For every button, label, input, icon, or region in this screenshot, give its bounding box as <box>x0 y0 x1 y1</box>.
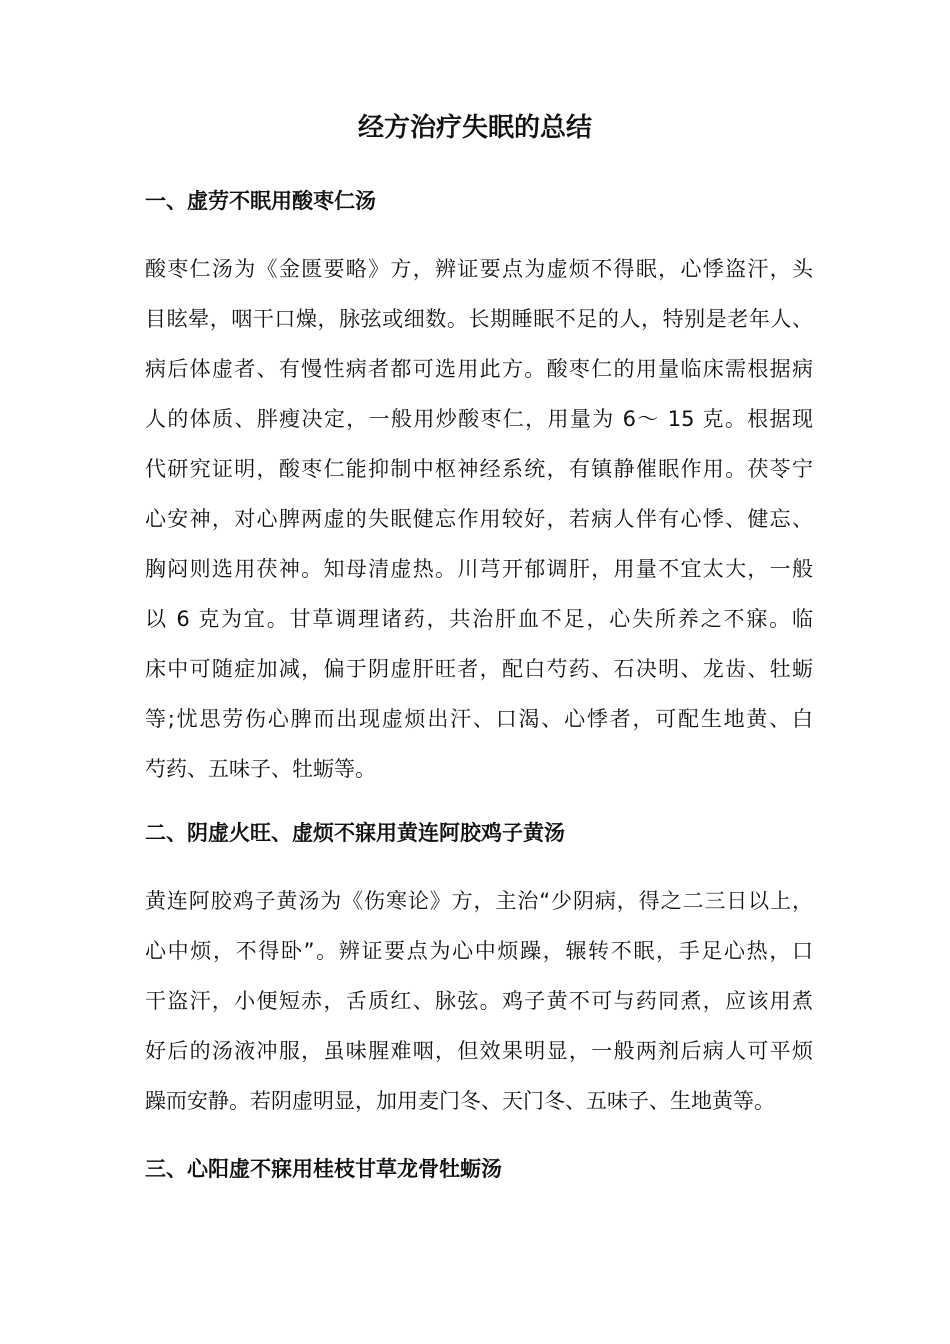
section-heading-2: 二、阴虚火旺、虚烦不寐用黄连阿胶鸡子黄汤 <box>145 821 565 845</box>
paragraph-line: 目眩晕，咽干口燥，脉弦或细数。长期睡眠不足的人，特别是老年人、 <box>145 307 813 331</box>
paragraph-line: 代研究证明，酸枣仁能抑制中枢神经系统，有镇静催眠作用。茯苓宁 <box>145 457 813 481</box>
page-title: 经方治疗失眠的总结 <box>357 113 592 143</box>
paragraph-line: 胸闷则选用茯神。知母清虚热。川芎开郁调肝，用量不宜太大，一般 <box>145 557 813 581</box>
paragraph-line: 病后体虚者、有慢性病者都可选用此方。酸枣仁的用量临床需根据病 <box>145 357 813 381</box>
paragraph-line: 床中可随症加减，偏于阴虚肝旺者，配白芍药、石决明、龙齿、牡蛎 <box>145 657 813 681</box>
paragraph-line: 好后的汤液冲服，虽味腥难咽，但效果明显，一般两剂后病人可平烦 <box>145 1039 813 1063</box>
paragraph-line: 心安神，对心脾两虚的失眠健忘作用较好，若病人伴有心悸、健忘、 <box>145 507 813 531</box>
paragraph-line: 芍药、五味子、牡蛎等。 <box>145 757 376 781</box>
paragraph-line: 人的体质、胖瘦决定，一般用炒酸枣仁，用量为 6～ 15 克。根据现 <box>145 407 813 431</box>
section-heading-3: 三、心阳虚不寐用桂枝甘草龙骨牡蛎汤 <box>145 1157 502 1181</box>
paragraph-line: 酸枣仁汤为《金匮要略》方，辨证要点为虚烦不得眠，心悸盗汗，头 <box>145 257 813 281</box>
section-heading-1: 一、虚劳不眠用酸枣仁汤 <box>145 189 376 213</box>
paragraph-line: 黄连阿胶鸡子黄汤为《伤寒论》方，主治“少阴病，得之二三日以上， <box>145 889 813 913</box>
section-paragraph-1 <box>145 244 813 794</box>
section-paragraph-2 <box>145 876 813 1126</box>
paragraph-line: 等;忧思劳伤心脾而出现虚烦出汗、口渴、心悸者，可配生地黄、白 <box>145 707 813 731</box>
paragraph-line: 心中烦，不得卧”。辨证要点为心中烦躁，辗转不眠，手足心热，口 <box>145 939 813 963</box>
paragraph-line: 以 6 克为宜。甘草调理诸药，共治肝血不足，心失所养之不寐。临 <box>145 607 813 631</box>
paragraph-line: 躁而安静。若阴虚明显，加用麦门冬、天门冬、五味子、生地黄等。 <box>145 1089 775 1113</box>
paragraph-line: 干盗汗，小便短赤，舌质红、脉弦。鸡子黄不可与药同煮，应该用煮 <box>145 989 813 1013</box>
